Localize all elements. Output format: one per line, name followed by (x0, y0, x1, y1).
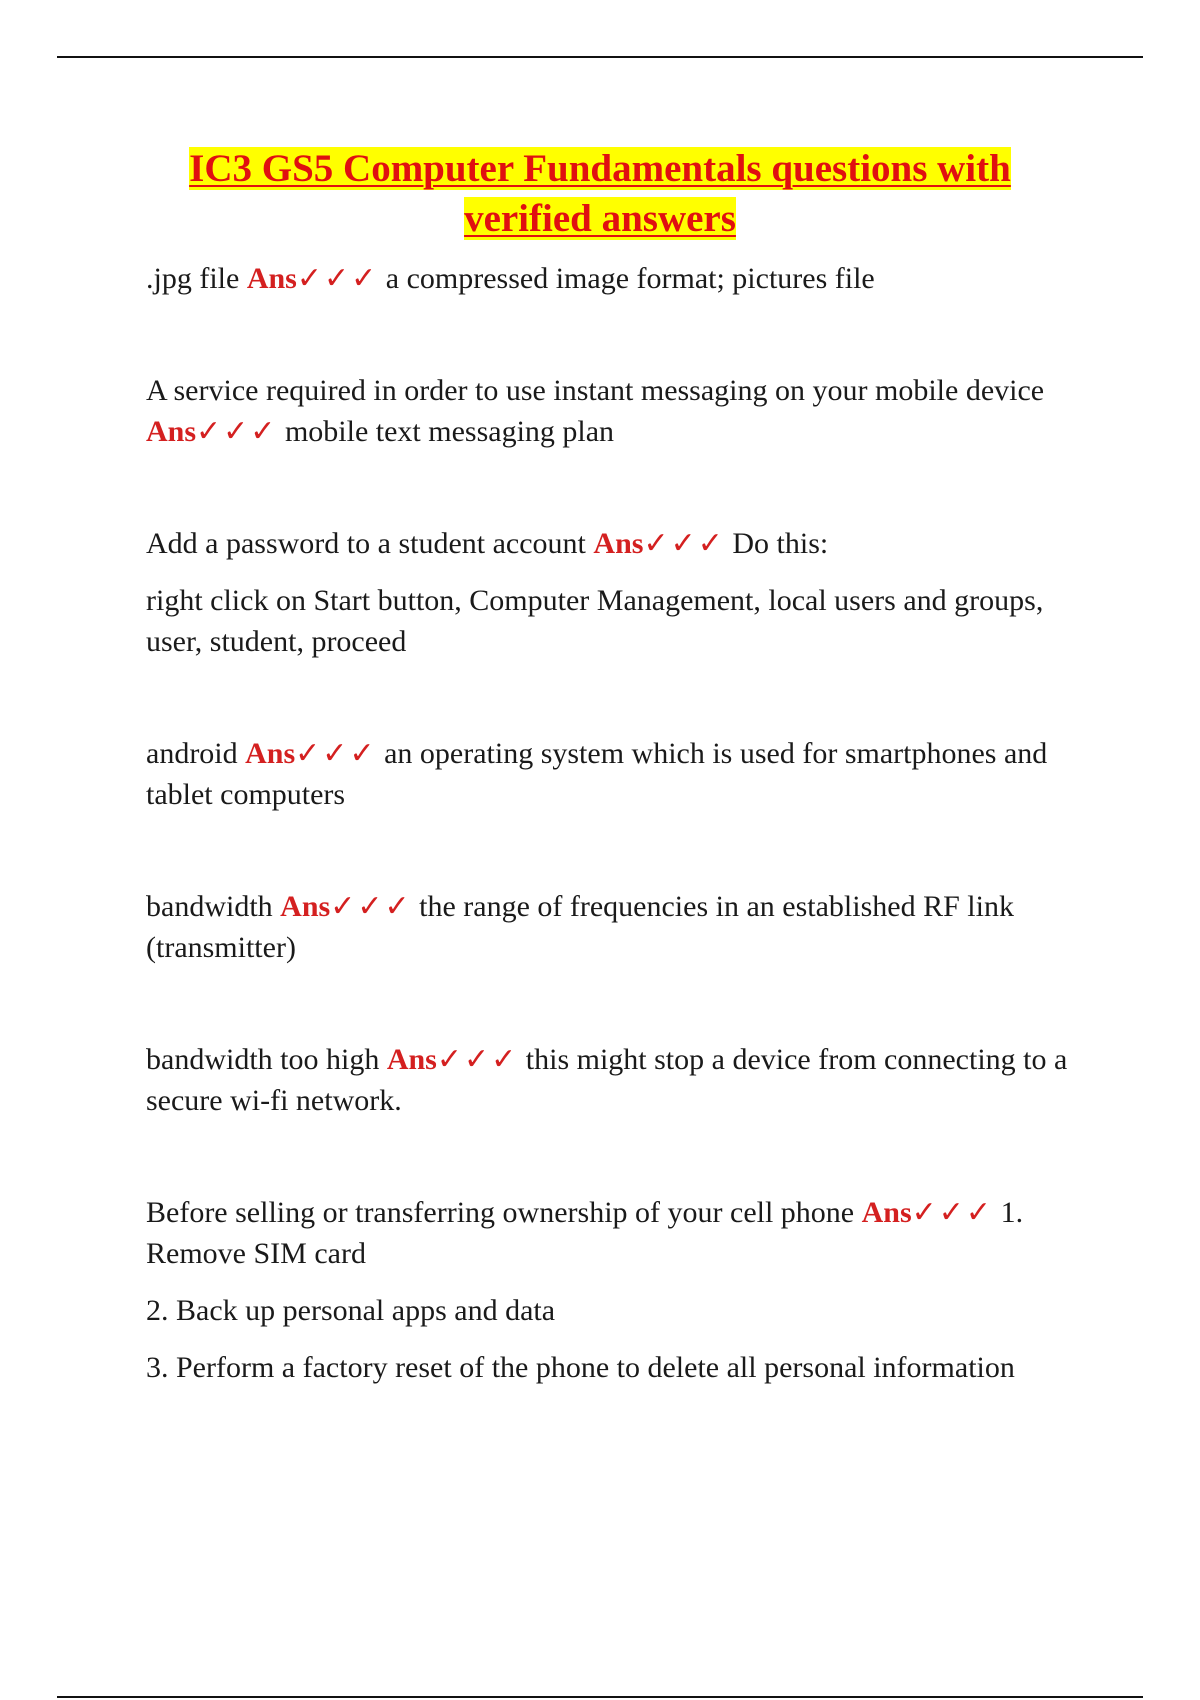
answer-text: an operating system which is used for smartphones and tablet computers (146, 737, 1048, 811)
ans-label: Ans (246, 262, 297, 295)
question-text: android (146, 737, 238, 770)
ans-label: Ans (146, 415, 197, 448)
ans-label: Ans (593, 527, 644, 560)
question-text: Before selling or transferring ownership of your cell phone (146, 1196, 855, 1229)
qa-paragraph (146, 258, 1096, 299)
answer-text: 1. Remove SIM card (146, 1196, 1024, 1270)
question-text: bandwidth too high (146, 1043, 380, 1076)
question-text: A service required in order to use instant messaging on your mobile device (146, 374, 1045, 407)
answer-text: the range of frequencies in an established RF link (transmitter) (146, 890, 1014, 964)
question-text: Add a password to a student account (146, 527, 586, 560)
title-line-2: verified answers (464, 197, 736, 240)
qa-paragraph (146, 370, 1096, 452)
question-text: bandwidth (146, 890, 273, 923)
answer-text: this might stop a device from connecting to a secure wi-fi network. (146, 1043, 1068, 1117)
checkmark-icon: ✓✓✓ (196, 415, 278, 448)
checkmark-icon: ✓✓✓ (436, 1043, 519, 1076)
answer-text: a compressed image format; pictures file (385, 262, 875, 295)
answer-detail: right click on Start button, Computer Management, local users and groups, user, student, proceed (146, 584, 1044, 658)
footer-rule (57, 1696, 1143, 1698)
qa-item (146, 370, 1096, 452)
answer-detail: 2. Back up personal apps and data (146, 1294, 556, 1327)
qa-paragraph (146, 733, 1096, 815)
ans-label: Ans (861, 1196, 912, 1229)
ans-label: Ans (245, 737, 296, 770)
qa-item (146, 1039, 1096, 1121)
qa-paragraph (146, 886, 1096, 968)
answer-detail: 3. Perform a factory reset of the phone to delete all personal information (146, 1351, 1015, 1384)
qa-item (146, 1192, 1096, 1388)
title-line-1: IC3 GS5 Computer Fundamentals questions with (189, 147, 1011, 190)
qa-paragraph (146, 1192, 1096, 1274)
checkmark-icon: ✓✓✓ (330, 890, 412, 923)
ans-label: Ans (280, 890, 331, 923)
checkmark-icon: ✓✓✓ (295, 737, 377, 770)
qa-list (146, 258, 1096, 1459)
qa-item (146, 733, 1096, 815)
header-rule (57, 56, 1143, 58)
qa-item (146, 523, 1096, 662)
checkmark-icon: ✓✓✓ (911, 1196, 994, 1229)
qa-paragraph (146, 1039, 1096, 1121)
qa-paragraph (146, 523, 1096, 564)
qa-item (146, 258, 1096, 299)
answer-text: Do this: (732, 527, 829, 560)
answer-text: mobile text messaging plan (284, 415, 615, 448)
document-title (80, 144, 1120, 244)
qa-item (146, 886, 1096, 968)
checkmark-icon: ✓✓✓ (643, 527, 725, 560)
checkmark-icon: ✓✓✓ (296, 262, 379, 295)
question-text: .jpg file (146, 262, 240, 295)
ans-label: Ans (386, 1043, 437, 1076)
